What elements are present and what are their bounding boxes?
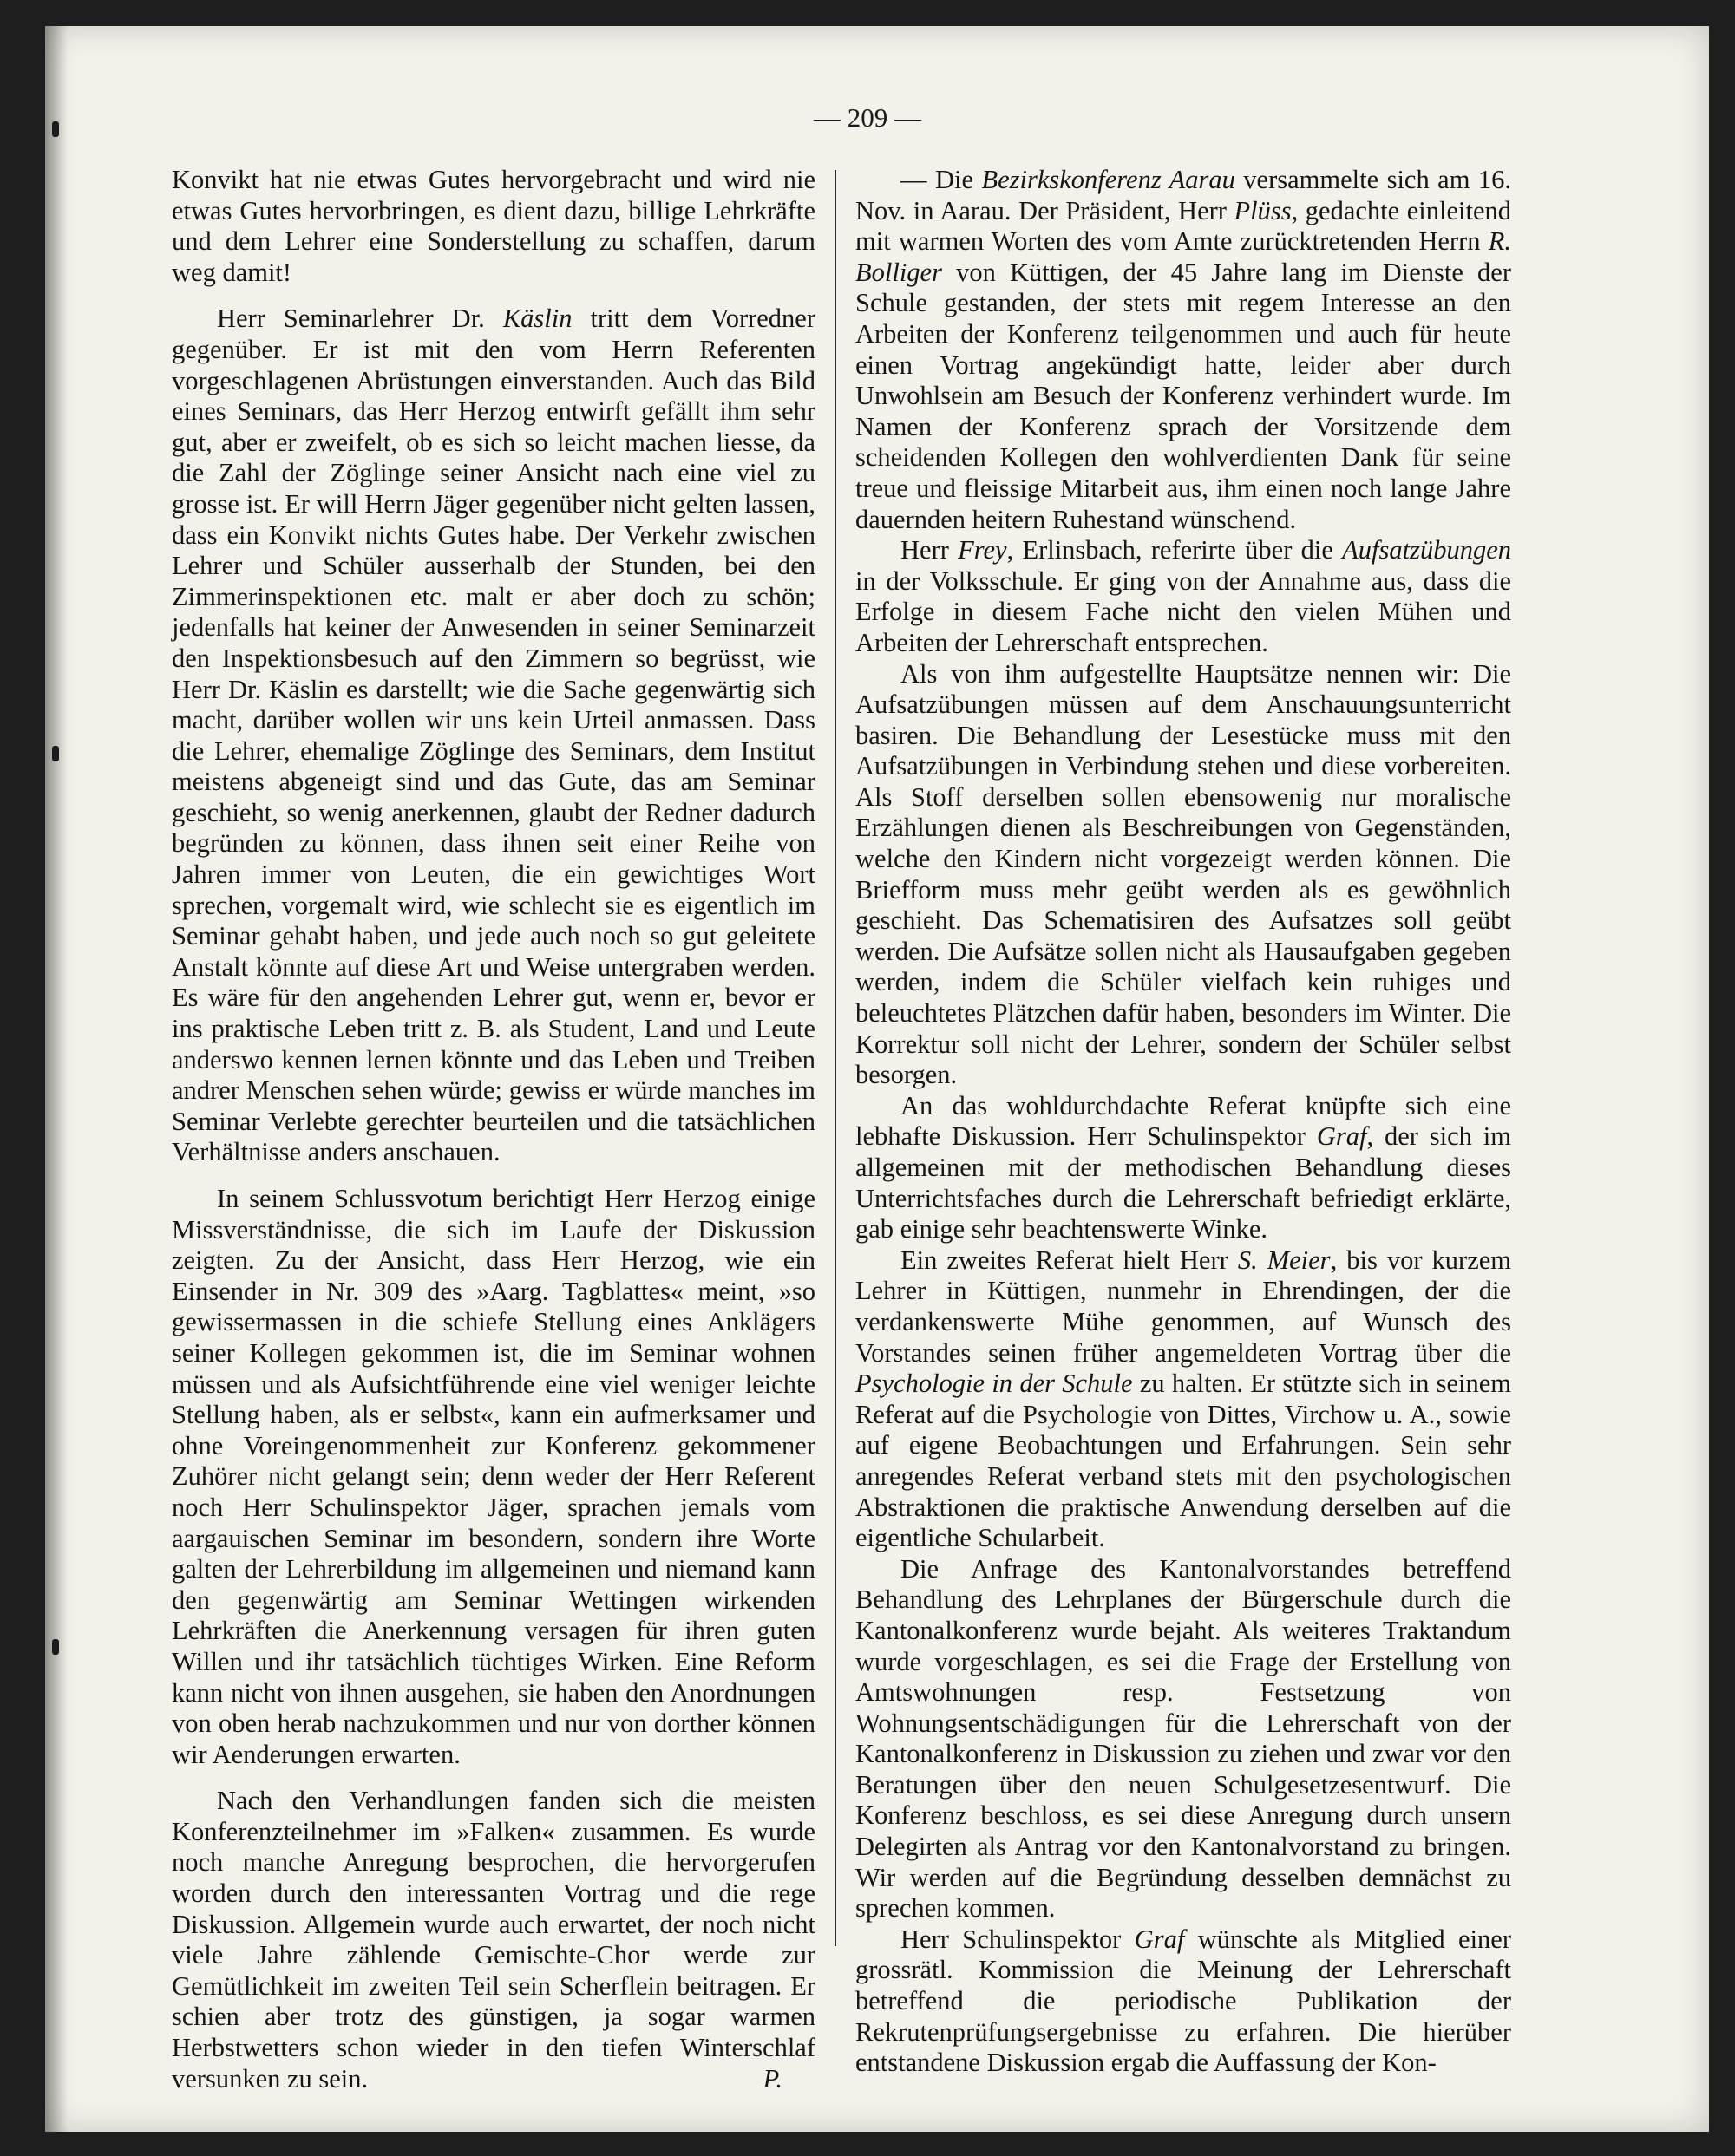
- paragraph: Die Anfrage des Kantonalvorstandes betreffend Behandlung des Lehrplanes der Bürgerschule durch die Kantonalkonferenz wurde bejaht. Als weiteres Traktandum wurde vorgeschlagen, es sei die Frage der Erstellung von Amtswohnungen resp. Festsetzung von Wohnungsentschädigungen für die Lehrerschaft von der Kantonalkonferenz in Diskussion zu ziehen und zwar vor den Beratungen über den neuen Schulgesetzesentwurf. Die Konferenz beschloss, es sei diese Anregung durch unsern Delegirten als Antrag vor den Kantonalvorstand zu bringen. Wir werden auf die Begründung desselben demnächst zu sprechen kommen.: [855, 1553, 1511, 1924]
- paragraph: Nach den Verhandlungen fanden sich die meisten Konferenzteilnehmer im »Falken« zusammen. Es wurde noch manche Anregung besprochen, die hervorgerufen worden durch den interessanten Vortrag und die rege Diskussion. Allgemein wurde auch erwartet, der noch nicht viele Jahre zählende Gemischte-Chor werde zur Gemütlichkeit im zweiten Teil sein Scherflein beitragen. Er schien aber trotz des günstigen, ja sogar warmen Herbstwetters schon wieder in den tiefen Winterschlaf versunken zu sein. P.: [172, 1786, 815, 2094]
- person-name: Graf: [1134, 1924, 1185, 1954]
- person-name: S. Meier: [1237, 1245, 1331, 1275]
- binding-gutter: [45, 26, 68, 2132]
- person-name: Plüss: [1234, 195, 1292, 225]
- paragraph: Als von ihm aufgestellte Hauptsätze nennen wir: Die Aufsatzübungen müssen auf dem Anschauungsunterricht basiren. Die Behandlung der Lesestücke muss mit den Aufsatzübungen in Verbindung stehen und diese vorbereiten. Als Stoff derselben sollen ebensowenig nur moralische Erzählungen dienen als Beschreibungen von Gegenständen, welche den Kindern nicht vorgezeigt werden können. Die Briefform muss mehr geübt werden als es gewöhnlich geschieht. Das Schematisiren des Aufsatzes soll geübt werden. Die Aufsätze sollen nicht als Hausaufgaben gegeben werden, indem die Schüler vielfach kein ruhiges und beleuchtetes Plätzchen dafür haben, besonders im Winter. Die Korrektur soll nicht der Lehrer, sondern der Schüler selbst besorgen.: [855, 658, 1511, 1090]
- person-name: Käslin: [502, 304, 573, 334]
- paragraph: Ein zweites Referat hielt Herr S. Meier, bis vor kurzem Lehrer in Küttigen, nunmehr in Ehrendingen, der die verdankenswerte Mühe genommen, auf Wunsch des Vorstandes seinen früher angemeldeten Vortrag über die Psychologie in der Schule zu halten. Er stützte sich in seinem Referat auf die Psychologie von Dittes, Virchow u. A., sowie auf eigene Beobachtungen und Erfahrungen. Sein sehr anregendes Referat verband stets mit den psychologischen Abstraktionen die praktische Anwendung derselben auf die eigentliche Schularbeit.: [855, 1245, 1511, 1553]
- binding-mark: [52, 1639, 59, 1655]
- person-name: Frey: [958, 535, 1007, 565]
- paragraph: Herr Seminarlehrer Dr. Käslin tritt dem Vorredner gegenüber. Er ist mit den vom Herrn Referenten vorgeschlagenen Abrüstungen einverstanden. Auch das Bild eines Seminars, das Herr Herzog entwirft gefällt ihm sehr gut, aber er zweifelt, ob es sich so leicht machen liesse, da die Zahl der Zöglinge seiner Ansicht nach eine viel zu grosse ist. Er will Herrn Jäger gegenüber nicht gelten lassen, dass ein Konvikt nichts Gutes habe. Der Verkehr zwischen Lehrer und Schüler ausserhalb der Stunden, bei den Zimmerinspektionen etc. malt er aber doch zu schön; jedenfalls hat keiner der Anwesenden in seiner Seminarzeit den Inspektionsbesuch auf den Zimmern so begrüsst, wie Herr Dr. Käslin es darstellt; wie die Sache gegenwärtig sich macht, darüber wollen wir uns kein Urteil anmassen. Dass die Lehrer, ehemalige Zöglinge des Seminars, dem Institut meistens abgeneigt sind und das Gute, das am Seminar geschieht, so wenig anerkennen, glaubt der Redner dadurch begründen zu können, dass ihnen seit einer Reihe von Jahren immer von Leuten, die ein gewichtiges Wort sprechen, vorgemalt wird, wie schlecht sie es eigentlich im Seminar gehabt haben, und jede auch noch so gut geleitete Anstalt könnte auf diese Art und Weise untergraben werden. Es wäre für den angehenden Lehrer gut, wenn er, bevor er ins praktische Leben tritt z. B. als Student, Land und Leute anderswo kennen lernen könnte und das Leben und Treiben andrer Menschen sehen würde; gewiss er würde manches im Seminar Verlebte gerechter beurteilen und die tatsächlichen Verhältnisse anders anschauen.: [172, 304, 815, 1167]
- paragraph: An das wohldurchdachte Referat knüpfte sich eine lebhafte Diskussion. Herr Schulinspektor Graf, der sich im allgemeinen mit der methodischen Behandlung dieses Unterrichtsfaches durch die Lehrerschaft befriedigt erklärte, gab einige sehr beachtenswerte Winke.: [855, 1090, 1511, 1245]
- binding-mark: [52, 746, 59, 761]
- paragraph: Herr Schulinspektor Graf wünschte als Mitglied einer grossrätl. Kommission die Meinung der Lehrerschaft betreffend die periodische Publikation der Rekrutenprüfungsergebnisse zu erfahren. Die hierüber entstandene Diskussion ergab die Auffassung der Kon-: [855, 1924, 1511, 2078]
- column-divider: [835, 170, 836, 1946]
- left-column: [172, 165, 815, 2094]
- paragraph: Herr Frey, Erlinsbach, referirte über die Aufsatzübungen in der Volksschule. Er ging von der Annahme aus, dass die Erfolge in diesem Fache nicht den vielen Mühen und Arbeiten der Lehrerschaft entsprechen.: [855, 535, 1511, 657]
- topic-title: Aufsatzübungen: [1342, 535, 1511, 565]
- topic-title: Psychologie in der Schule: [855, 1369, 1133, 1399]
- page-number: — 209 —: [814, 102, 921, 133]
- person-name: Graf: [1316, 1121, 1367, 1152]
- paragraph: Konvikt hat nie etwas Gutes hervorgebracht und wird nie etwas Gutes hervorbringen, es dient dazu, billige Lehrkräfte und dem Lehrer eine Sonderstellung zu schaffen, darum weg damit!: [172, 165, 815, 287]
- binding-mark: [52, 121, 59, 137]
- right-column: [855, 165, 1511, 2079]
- person-name: R. Bolliger: [855, 226, 1511, 287]
- author-signature: P.: [763, 2063, 782, 2094]
- section-title: Bezirkskonferenz Aarau: [981, 165, 1235, 194]
- paragraph: — Die Bezirkskonferenz Aarau versammelte sich am 16. Nov. in Aarau. Der Präsident, Herr Plüss, gedachte einleitend mit warmen Worten des vom Amte zurücktretenden Herrn R. Bolliger von Küttigen, der 45 Jahre lang im Dienste der Schule gestanden, der stets mit regem Interesse an den Arbeiten der Konferenz teilgenommen und auch für heute einen Vortrag angekündigt hatte, leider aber durch Unwohlsein am Besuch der Konferenz verhindert wurde. Im Namen der Konferenz sprach der Vorsitzende dem scheidenden Kollegen den wohlverdienten Dank für seine treue und fleissige Mitarbeit aus, ihm einen noch lange Jahre dauernden heitern Ruhestand wünschend.: [855, 165, 1511, 534]
- paragraph: In seinem Schlussvotum berichtigt Herr Herzog einige Missverständnisse, die sich im Laufe der Diskussion zeigten. Zu der Ansicht, dass Herr Herzog, wie ein Einsender in Nr. 309 des »Aarg. Tagblattes« meint, »so gewissermassen in die schiefe Stellung eines Anklägers seiner Kollegen gekommen ist, die im Seminar wohnen müssen und als Aufsichtführende eine viel weniger leichte Stellung haben, als er selbst«, kann ein aufmerksamer und ohne Voreingenommenheit zur Konferenz gekommener Zuhörer nicht gelangt sein; denn weder der Herr Referent noch Herr Schulinspektor Jäger, sprachen jemals vom aargauischen Seminar im besondern, sondern ihre Worte galten der Lehrerbildung im allgemeinen und niemand kann den gegenwärtig am Seminar Wettingen wirkenden Lehrkräften die Anerkennung versagen für ihren guten Willen und ihr tatsächlich tüchtiges Wirken. Eine Reform kann nicht von ihnen ausgehen, sie haben den Anordnungen von oben herab nachzukommen und nur von dorther können wir Aenderungen erwarten.: [172, 1184, 815, 1769]
